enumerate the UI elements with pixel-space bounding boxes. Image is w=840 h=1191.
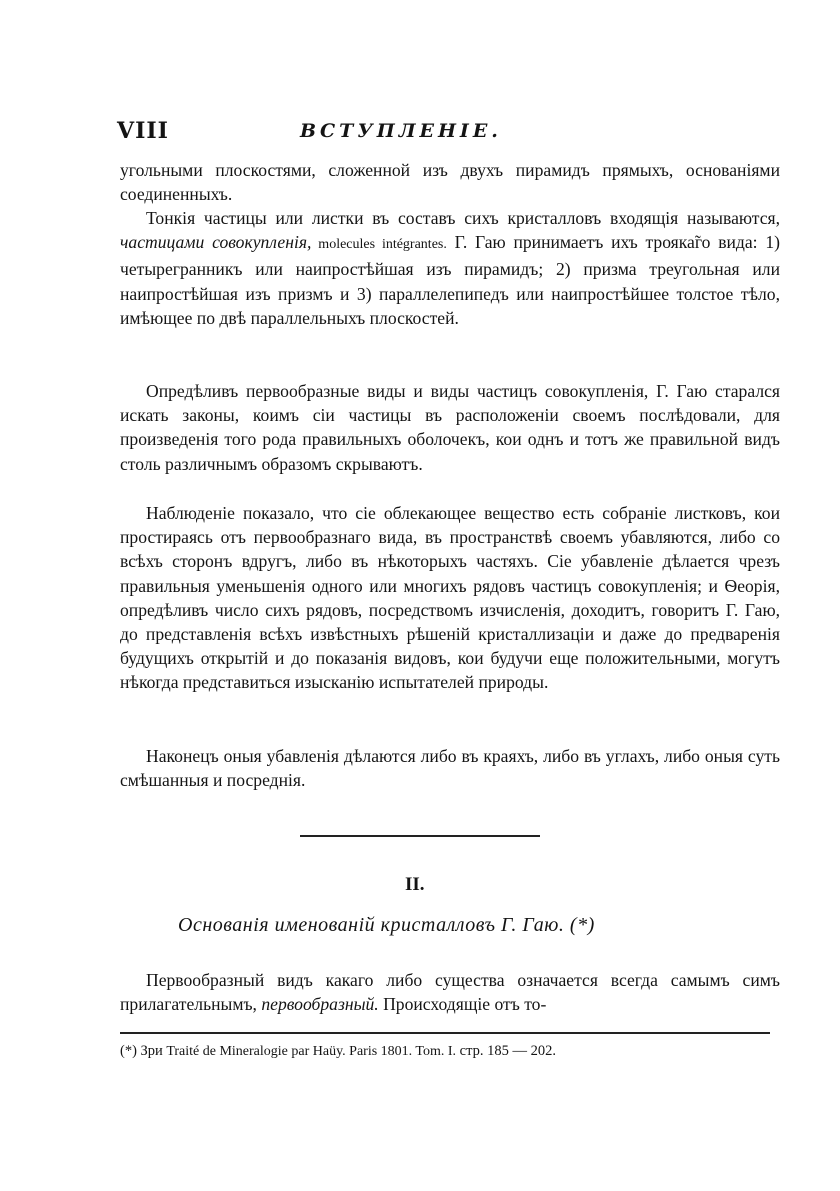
paragraph-conclusion: [120, 744, 780, 792]
italic-term: частицами совокупленія,: [120, 232, 312, 253]
footnote-citation: Traité de Mineralogie par Haüy. Paris 1801. Tom. I.: [162, 1044, 457, 1059]
paragraph-text: Наконецъ оныя убавленія дѣлаются либо въ краяхъ, либо въ углахъ, либо оныя суть смѣшанныя и посреднія.: [120, 746, 780, 791]
footnote-divider: [120, 1032, 770, 1034]
footnote: [120, 1043, 780, 1060]
running-head: ВСТУПЛЕНІЕ.: [300, 120, 502, 142]
section-number: II.: [405, 874, 425, 895]
text-run: Первообразный видъ какаго либо существа означается всегда самымъ симъ прилагательнымъ,: [120, 970, 780, 1015]
text-run: Тонкія частицы или листки въ составъ сихъ кристалловъ входящія называются,: [146, 208, 780, 228]
paragraph-laws: [120, 379, 780, 476]
paragraph-observation: [120, 501, 780, 695]
page-header: [95, 118, 735, 148]
paragraph-integrant-molecules: [120, 206, 780, 330]
paragraph-continuation: [120, 158, 780, 206]
footnote-pages: стр. 185 — 202.: [456, 1043, 556, 1059]
text-run: Г. Гаю принимаетъ ихъ трояка̃го вида: 1) четырегранникъ или наипростѣйшая изъ пирамидъ; 2) призма треугольная или наипростѣйшая изъ призмъ и 3) параллелепипедъ или наипростѣйшее толстое тѣло, имѣющее по двѣ параллельныхъ плоскостей.: [120, 232, 780, 328]
paragraph-text: [120, 206, 780, 330]
footnote-marker: (*) Зри: [120, 1043, 163, 1059]
paragraph-text: угольными плоскостями, сложенной изъ двухъ пирамидъ прямыхъ, основаніями соединенныхъ.: [120, 160, 780, 205]
latin-term: molecules intégrantes.: [311, 237, 447, 253]
paragraph-primitive-form: [120, 968, 780, 1016]
paragraph-text: Опредѣливъ первообразные виды и виды частицъ совокупленія, Г. Гаю старался искать законы, коимъ сіи частицы въ расположеніи своемъ послѣдовали, для произведенія того рода правильныхъ оболочекъ, кои однъ и тотъ же правильной видъ столь различнымъ образомъ скрываютъ.: [120, 381, 780, 474]
section-divider: [300, 835, 540, 837]
text-run: Происходящіе отъ то-: [378, 994, 547, 1015]
paragraph-text: [120, 968, 780, 1016]
paragraph-text: Наблюденіе показало, что сіе облекающее вещество есть собраніе листковъ, кои простираясь отъ первообразнаго вида, въ пространствѣ своемъ убавляются, либо со всѣхъ сторонъ вдругъ, либо въ нѣкоторыхъ частяхъ. Сіе убавленіе дѣлается чрезъ правильныя уменьшенія одного или многихъ рядовъ частицъ совокупленія; и Ѳеорія, опредѣливъ число сихъ рядовъ, посредствомъ изчисленія, доходитъ, говоритъ Г. Гаю, до представленія всѣхъ извѣстныхъ рѣшеній кристаллизаціи и даже до предваренія будущихъ открытій и до показанія видовъ, кои будучи еще положительными, могутъ нѣкогда представиться изысканію испытателей природы.: [120, 503, 780, 693]
italic-term: первообразный.: [261, 994, 379, 1015]
section-title: Основанія именованій кристалловъ Г. Гаю. (*): [178, 914, 595, 936]
page-number: VIII: [117, 118, 169, 144]
